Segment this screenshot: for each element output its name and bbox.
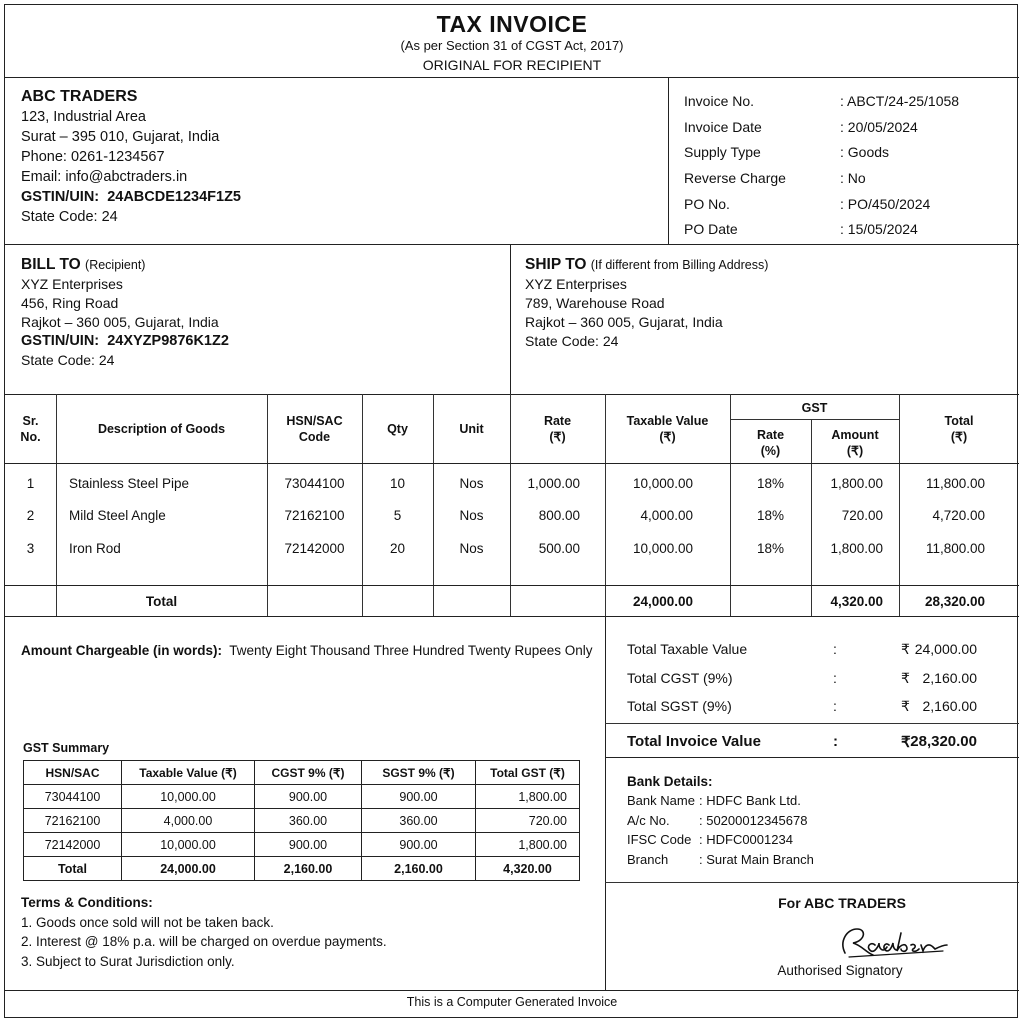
total-amount: 28,320.00 <box>924 594 985 609</box>
seller-gstin-row <box>21 187 241 207</box>
col-header-hsn: HSN/SAC Code <box>286 414 343 444</box>
rupee-icon: ₹ <box>901 641 910 657</box>
cell-unit: Nos <box>459 541 484 556</box>
cell-sr: 1 <box>26 476 35 491</box>
seller-gstin-label: GSTIN/UIN: <box>21 189 100 205</box>
invoice-page <box>4 4 1018 1018</box>
seller-state-code: State Code: 24 <box>21 209 118 225</box>
table-row <box>24 785 580 809</box>
ship-to-heading: SHIP TO (If different from Billing Address) <box>525 256 769 273</box>
bill-to-gstin-row <box>21 332 229 351</box>
summary-label: Total CGST (9%) <box>627 670 733 686</box>
ship-to-note: (If different from Billing Address) <box>590 258 769 272</box>
meta-value: : 15/05/2024 <box>840 221 918 238</box>
gst-summary-table <box>23 760 580 881</box>
seller-block <box>21 87 241 227</box>
meta-value: : PO/450/2024 <box>840 195 931 212</box>
gst-cell: 73044100 <box>24 785 122 809</box>
rupee-icon: ₹ <box>901 670 910 686</box>
gst-col-header: SGST 9% (₹) <box>362 761 476 785</box>
gst-cell: 10,000.00 <box>122 785 255 809</box>
bank-label: A/c No. <box>627 812 670 828</box>
bill-to-state-code: State Code: 24 <box>21 352 115 368</box>
terms-item: 3. Subject to Surat Jurisdiction only. <box>21 953 235 969</box>
meta-row <box>684 165 959 191</box>
cell-sr: 3 <box>26 541 35 556</box>
terms-heading: Terms & Conditions: <box>21 895 153 910</box>
cell-rate: 500.00 <box>538 541 580 556</box>
cell-gst-amount: 1,800.00 <box>830 476 883 491</box>
gst-cell: 72142000 <box>24 833 122 857</box>
bill-to-gstin: 24XYZP9876K1Z2 <box>107 333 229 349</box>
bank-row <box>627 850 814 870</box>
gst-cell: 2,160.00 <box>362 857 476 881</box>
meta-row <box>684 114 959 140</box>
table-row <box>24 809 580 833</box>
signature-icon <box>831 919 951 963</box>
cell-qty: 10 <box>389 476 406 491</box>
gst-col-header: CGST 9% (₹) <box>255 761 362 785</box>
summary-colon: : <box>833 733 838 750</box>
cell-description: Stainless Steel Pipe <box>69 476 190 491</box>
amount-in-words-label: Amount Chargeable (in words): <box>21 643 223 658</box>
bank-row <box>627 830 814 850</box>
terms-item: 2. Interest @ 18% p.a. will be charged on overdue payments. <box>21 934 387 949</box>
bill-to-heading: BILL TO (Recipient) <box>21 256 146 273</box>
meta-row <box>684 139 959 165</box>
gst-cell: 900.00 <box>255 785 362 809</box>
meta-label: Reverse Charge <box>684 169 786 186</box>
meta-value: : Goods <box>840 144 890 161</box>
summary-label: Total Taxable Value <box>627 641 748 657</box>
gst-cell: 1,800.00 <box>476 833 580 857</box>
gst-cell: 24,000.00 <box>122 857 255 881</box>
total-gst-amount: 4,320.00 <box>830 594 883 609</box>
gst-cell: 72162100 <box>24 809 122 833</box>
seller-gstin: 24ABCDE1234F1Z5 <box>107 189 241 205</box>
total-label: Total <box>145 594 178 609</box>
col-header-sr: Sr. No. <box>20 414 41 444</box>
cell-description: Mild Steel Angle <box>69 508 166 523</box>
gst-cell: 10,000.00 <box>122 833 255 857</box>
cell-gst-rate: 18% <box>756 541 785 556</box>
cell-taxable: 4,000.00 <box>640 508 693 523</box>
bill-to-name: XYZ Enterprises <box>21 276 123 292</box>
meta-value: : No <box>840 169 866 186</box>
terms-item: 1. Goods once sold will not be taken back. <box>21 914 274 930</box>
seller-address2: Surat – 395 010, Gujarat, India <box>21 129 220 145</box>
gst-summary-header <box>24 761 580 785</box>
cell-gst-amount: 1,800.00 <box>830 541 883 556</box>
footer-note: This is a Computer Generated Invoice <box>406 995 618 1009</box>
col-header-taxable: Taxable Value (₹) <box>626 414 709 444</box>
amount-in-words <box>21 643 593 658</box>
cell-total: 11,800.00 <box>925 476 985 491</box>
cell-description: Iron Rod <box>69 541 121 556</box>
seller-email: Email: info@abctraders.in <box>21 169 188 185</box>
cell-hsn: 72162100 <box>284 508 345 523</box>
col-header-gst-amount: Amount (₹) <box>831 428 879 458</box>
cell-hsn: 72142000 <box>284 541 345 556</box>
meta-row <box>684 216 959 242</box>
summary-value: 2,160.00 <box>922 698 977 714</box>
meta-value: : 20/05/2024 <box>840 118 918 135</box>
summary-row <box>627 670 987 690</box>
col-header-rate: Rate (₹) <box>543 414 572 444</box>
summary-value: 24,000.00 <box>914 641 977 657</box>
total-taxable: 24,000.00 <box>632 594 693 609</box>
gst-col-header: Taxable Value (₹) <box>122 761 255 785</box>
cell-qty: 20 <box>389 541 406 556</box>
bank-heading: Bank Details: <box>627 774 713 789</box>
bill-to-address1: 456, Ring Road <box>21 295 119 311</box>
ship-to-name: XYZ Enterprises <box>525 276 627 292</box>
gst-cell: 900.00 <box>255 833 362 857</box>
gst-cell: 2,160.00 <box>255 857 362 881</box>
table-row <box>24 833 580 857</box>
col-header-description: Description of Goods <box>97 422 226 436</box>
bill-to-block <box>21 255 229 370</box>
bank-label: Branch <box>627 851 669 867</box>
grand-total-label: Total Invoice Value <box>627 733 761 750</box>
summary-colon: : <box>833 670 837 686</box>
cell-total: 11,800.00 <box>925 541 985 556</box>
cell-gst-rate: 18% <box>756 476 785 491</box>
gst-summary-total-row <box>24 857 580 881</box>
bill-to-note: (Recipient) <box>85 258 146 272</box>
cell-unit: Nos <box>459 476 484 491</box>
gst-cell: Total <box>24 857 122 881</box>
meta-label: Invoice No. <box>684 92 755 109</box>
seller-address1: 123, Industrial Area <box>21 109 146 125</box>
col-header-gst-rate: Rate (%) <box>756 428 785 458</box>
amount-in-words-value: Twenty Eight Thousand Three Hundred Twenty Rupees Only <box>229 643 593 658</box>
meta-label: Supply Type <box>684 144 761 161</box>
gst-cell: 360.00 <box>255 809 362 833</box>
copy-label: ORIGINAL FOR RECIPIENT <box>422 57 602 73</box>
bank-value: : 50200012345678 <box>699 812 808 828</box>
grand-total-row <box>627 733 987 753</box>
cell-gst-rate: 18% <box>756 508 785 523</box>
cell-taxable: 10,000.00 <box>632 476 693 491</box>
cell-hsn: 73044100 <box>284 476 345 491</box>
seller-phone: Phone: 0261-1234567 <box>21 149 165 165</box>
cell-sr: 2 <box>26 508 35 523</box>
gst-summary-title: GST Summary <box>23 741 110 755</box>
gst-col-header: HSN/SAC <box>24 761 122 785</box>
gst-cell: 4,000.00 <box>122 809 255 833</box>
summary-row <box>627 641 987 661</box>
invoice-meta <box>684 88 959 242</box>
cell-rate: 1,000.00 <box>527 476 580 491</box>
meta-label: PO No. <box>684 195 730 212</box>
grand-total-value: 28,320.00 <box>910 733 977 750</box>
summary-value: 2,160.00 <box>922 670 977 686</box>
meta-value: : ABCT/24-25/1058 <box>840 92 960 109</box>
summary-row <box>627 698 987 718</box>
bank-row <box>627 791 814 811</box>
cell-qty: 5 <box>393 508 402 523</box>
summary-label: Total SGST (9%) <box>627 698 732 714</box>
terms-block <box>21 893 387 971</box>
for-company-label: For ABC TRADERS <box>778 895 906 911</box>
cell-total: 4,720.00 <box>932 508 985 523</box>
gst-cell: 900.00 <box>362 785 476 809</box>
meta-row <box>684 88 959 114</box>
gst-cell: 900.00 <box>362 833 476 857</box>
meta-row <box>684 191 959 217</box>
invoice-subtitle: (As per Section 31 of CGST Act, 2017) <box>400 38 624 53</box>
gst-cell: 720.00 <box>476 809 580 833</box>
rupee-icon: ₹ <box>901 734 911 751</box>
cell-taxable: 10,000.00 <box>632 541 693 556</box>
bank-value: : HDFC Bank Ltd. <box>699 793 801 808</box>
bank-value: : Surat Main Branch <box>699 851 814 867</box>
bank-value: : HDFC0001234 <box>699 832 793 847</box>
rupee-icon: ₹ <box>901 698 910 714</box>
seller-name: ABC TRADERS <box>21 88 138 105</box>
cell-gst-amount: 720.00 <box>841 508 883 523</box>
bank-details <box>627 773 814 869</box>
col-header-qty: Qty <box>387 422 408 436</box>
col-header-gst: GST <box>801 401 828 415</box>
bank-label: IFSC Code <box>627 832 692 847</box>
invoice-title: TAX INVOICE <box>436 11 588 37</box>
gst-cell: 1,800.00 <box>476 785 580 809</box>
ship-to-address2: Rajkot – 360 005, Gujarat, India <box>525 314 723 330</box>
authorised-signatory-label: Authorised Signatory <box>777 963 903 978</box>
bill-to-address2: Rajkot – 360 005, Gujarat, India <box>21 314 219 330</box>
gst-col-header: Total GST (₹) <box>476 761 580 785</box>
gst-cell: 4,320.00 <box>476 857 580 881</box>
bank-row <box>627 811 814 831</box>
col-header-total: Total (₹) <box>944 414 974 444</box>
gst-cell: 360.00 <box>362 809 476 833</box>
bill-to-gstin-label: GSTIN/UIN: <box>21 333 100 349</box>
ship-to-block <box>525 255 768 351</box>
summary-colon: : <box>833 641 837 657</box>
bank-label: Bank Name <box>627 793 695 808</box>
meta-label: Invoice Date <box>684 118 762 135</box>
summary-colon: : <box>833 698 837 714</box>
col-header-unit: Unit <box>459 422 484 436</box>
cell-unit: Nos <box>459 508 484 523</box>
ship-to-state-code: State Code: 24 <box>525 333 619 349</box>
meta-label: PO Date <box>684 221 738 238</box>
cell-rate: 800.00 <box>538 508 580 523</box>
ship-to-address1: 789, Warehouse Road <box>525 295 665 311</box>
